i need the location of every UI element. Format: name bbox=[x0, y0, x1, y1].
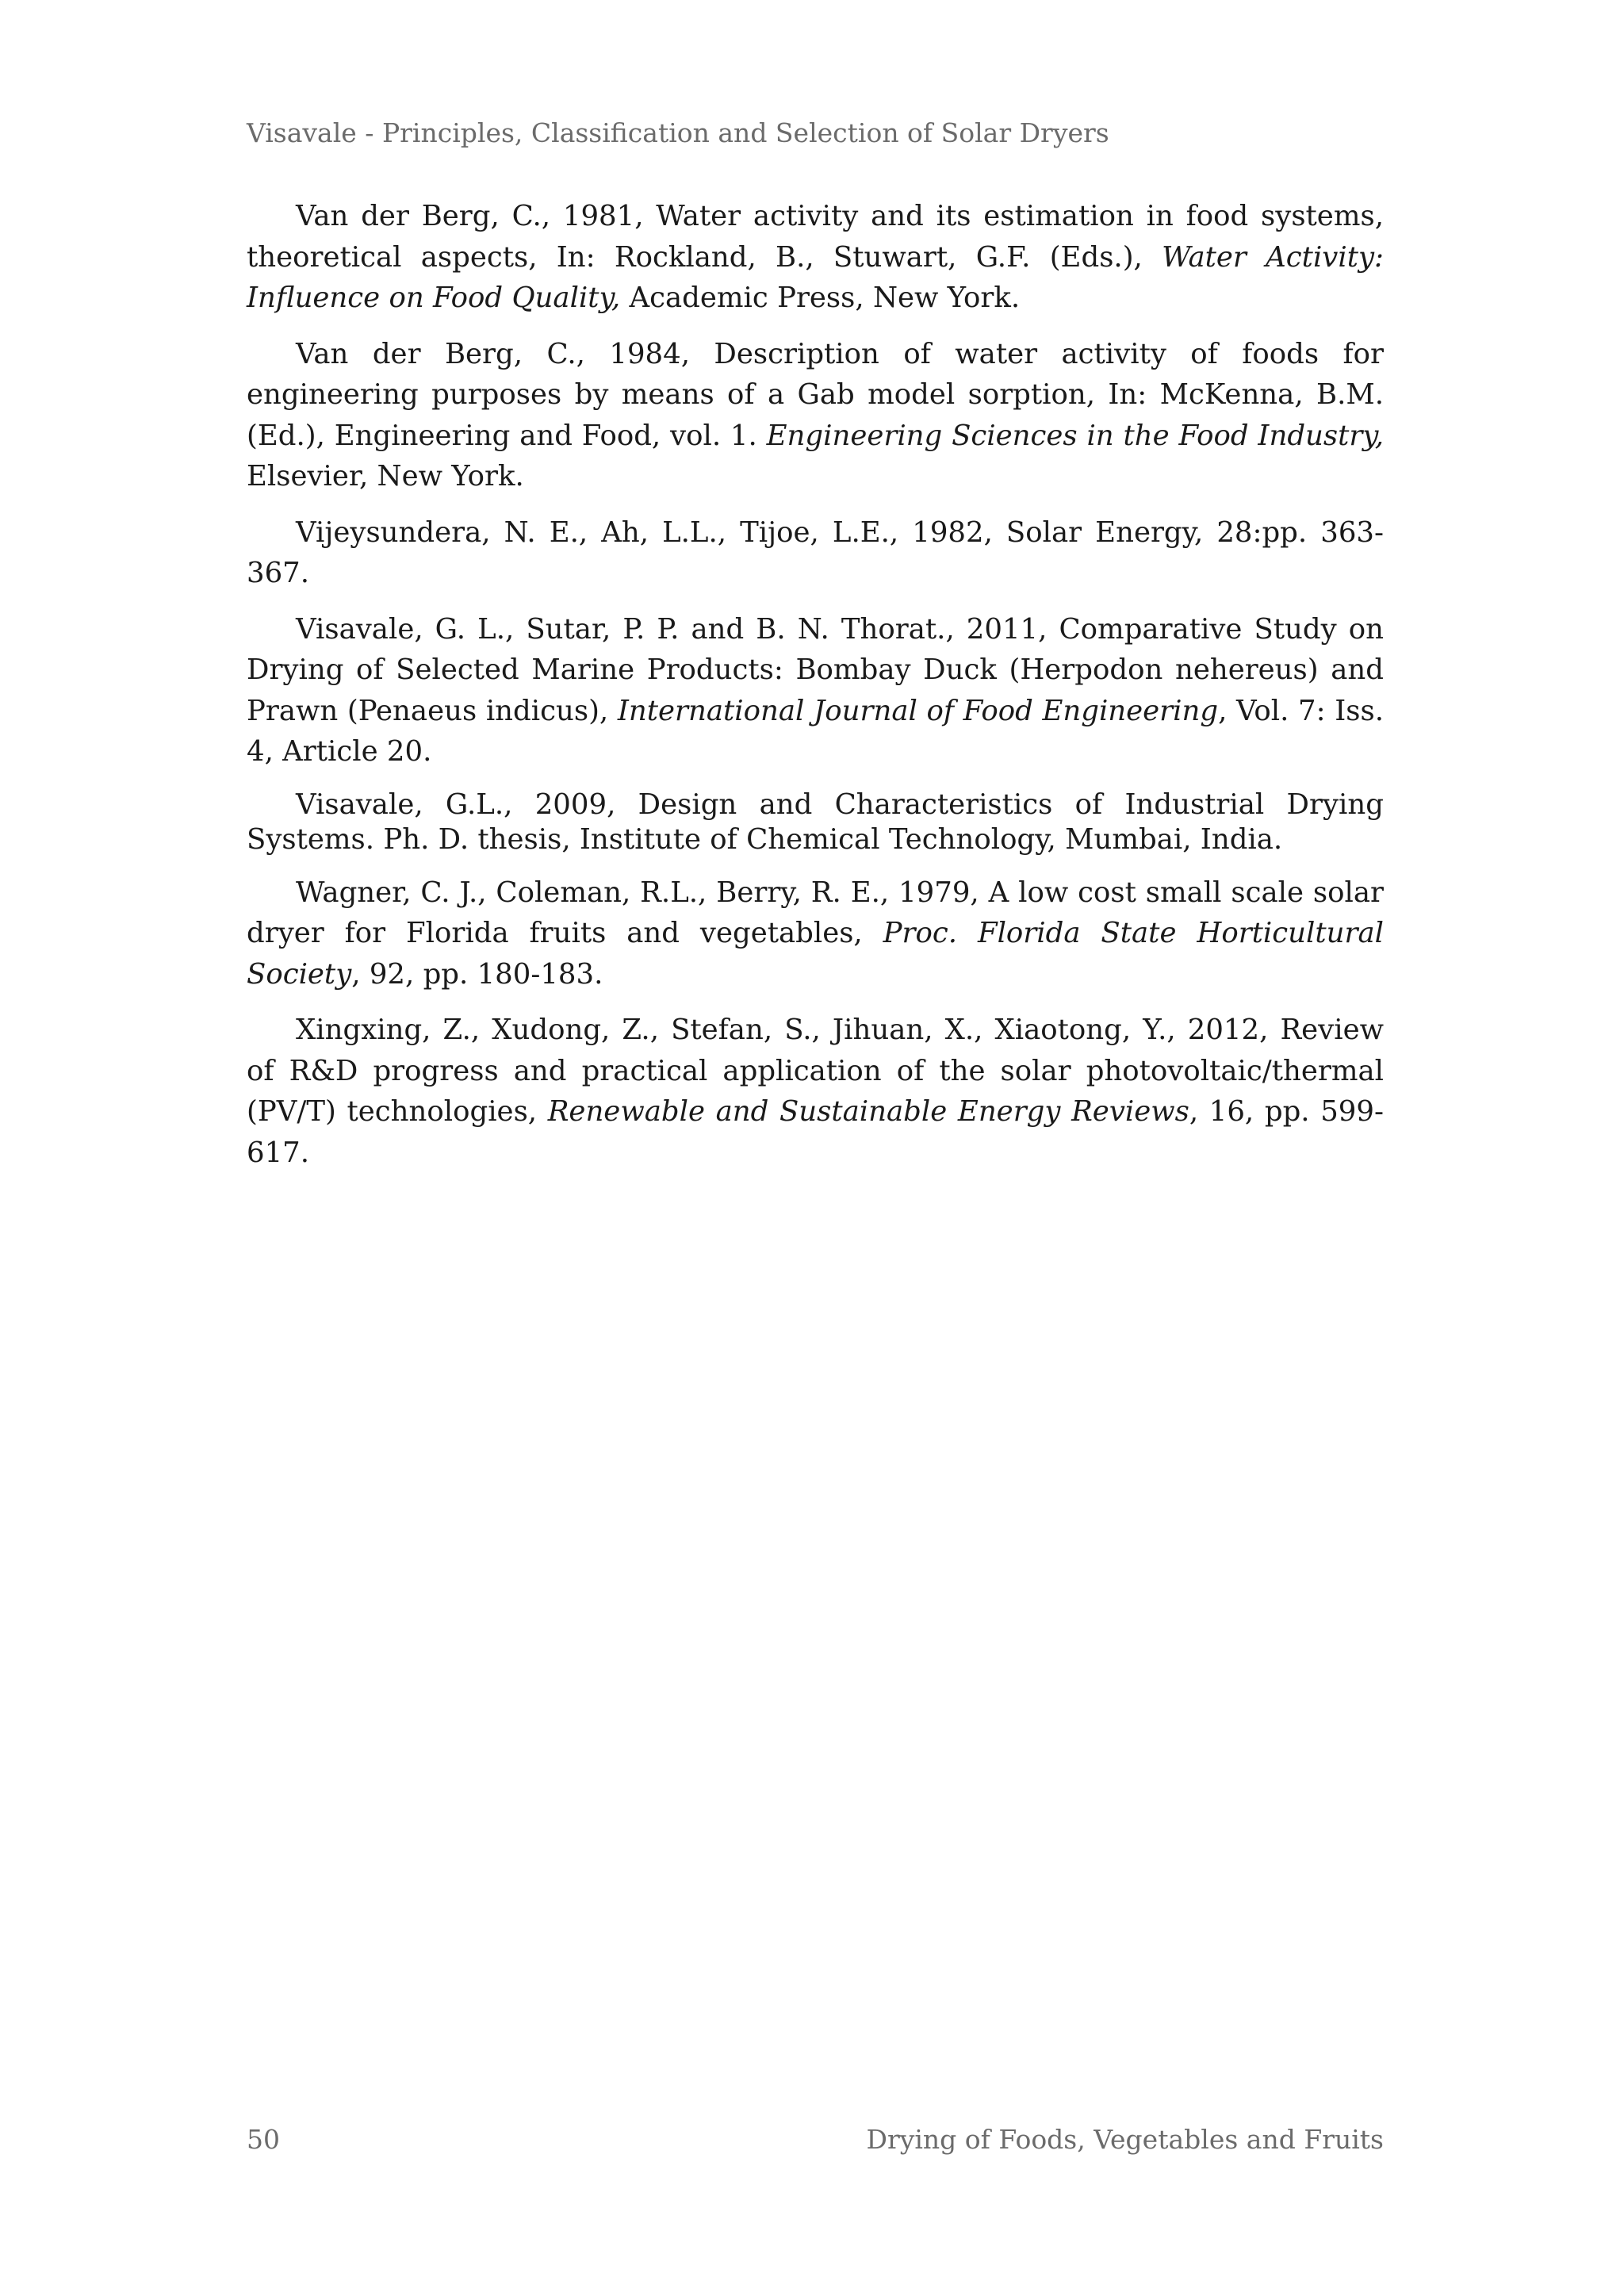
reference-source-title: Water Activity: Influence on Food Quality, bbox=[247, 240, 1384, 314]
reference-entry bbox=[247, 788, 1384, 857]
reference-text: Visavale, G.L., 2009, Design and Characteristics of Industrial Drying Systems. Ph. D. thesis, Institute of Chemical Technology, Mumbai, India. bbox=[247, 788, 1384, 856]
reference-text: Xingxing, Z., Xudong, Z., Stefan, S., Jihuan, X., Xiaotong, Y., 2012, Review of R&D progress and practical application of the solar photovoltaic/thermal (PV/T) technologies, bbox=[247, 1014, 1384, 1128]
reference-text: Van der Berg, C., 1984, Description of water activity of foods for engineering purposes by means of a Gab model sorption, In: McKenna, B.M. (Ed.), Engineering and Food, vol. 1. bbox=[247, 337, 1384, 452]
running-header: Visavale - Principles, Classification and Selection of Solar Dryers bbox=[247, 117, 1109, 148]
reference-entry bbox=[247, 1010, 1384, 1173]
reference-text: Visavale, G. L., Sutar, P. P. and B. N. Thorat., 2011, Comparative Study on Drying of Selected Marine Products: Bombay Duck (Herpodon nehereus) and Prawn (Penaeus indicus), bbox=[247, 612, 1384, 727]
reference-text: Van der Berg, C., 1981, Water activity and its estimation in food systems, theoretical aspects, In: Rockland, B., Stuwart, G.F. (Eds.), bbox=[247, 200, 1384, 274]
reference-entry bbox=[247, 196, 1384, 319]
reference-entry bbox=[247, 872, 1384, 995]
reference-entry bbox=[247, 609, 1384, 772]
reference-source-title: Proc. Florida State Horticultural Society bbox=[247, 917, 1385, 991]
reference-text: Wagner, C. J., Coleman, R.L., Berry, R. E., 1979, A low cost small scale solar dryer for Florida fruits and vegetables, bbox=[247, 876, 1384, 949]
page-number: 50 bbox=[247, 2124, 280, 2155]
reference-source-title: Renewable and Sustainable Energy Reviews bbox=[547, 1095, 1189, 1128]
reference-text: Vijeysundera, N. E., Ah, L.L., Tijoe, L.E., 1982, Solar Energy, 28:pp. 363-367. bbox=[247, 516, 1384, 589]
reference-list bbox=[247, 196, 1384, 1188]
reference-publisher: Elsevier, New York. bbox=[247, 460, 524, 493]
footer-book-title: Drying of Foods, Vegetables and Fruits bbox=[866, 2124, 1384, 2155]
reference-source-title: Engineering Sciences in the Food Industry, bbox=[766, 419, 1384, 452]
reference-publisher: Academic Press, New York. bbox=[620, 282, 1021, 314]
reference-publisher: , 92, pp. 180-183. bbox=[351, 957, 603, 991]
reference-entry bbox=[247, 334, 1384, 497]
reference-entry bbox=[247, 512, 1384, 594]
reference-publisher: , Vol. 7: Iss. 4, Article 20. bbox=[247, 694, 1384, 768]
reference-publisher: , 16, pp. 599-617. bbox=[247, 1095, 1384, 1169]
reference-source-title: International Journal of Food Engineering bbox=[617, 694, 1219, 727]
